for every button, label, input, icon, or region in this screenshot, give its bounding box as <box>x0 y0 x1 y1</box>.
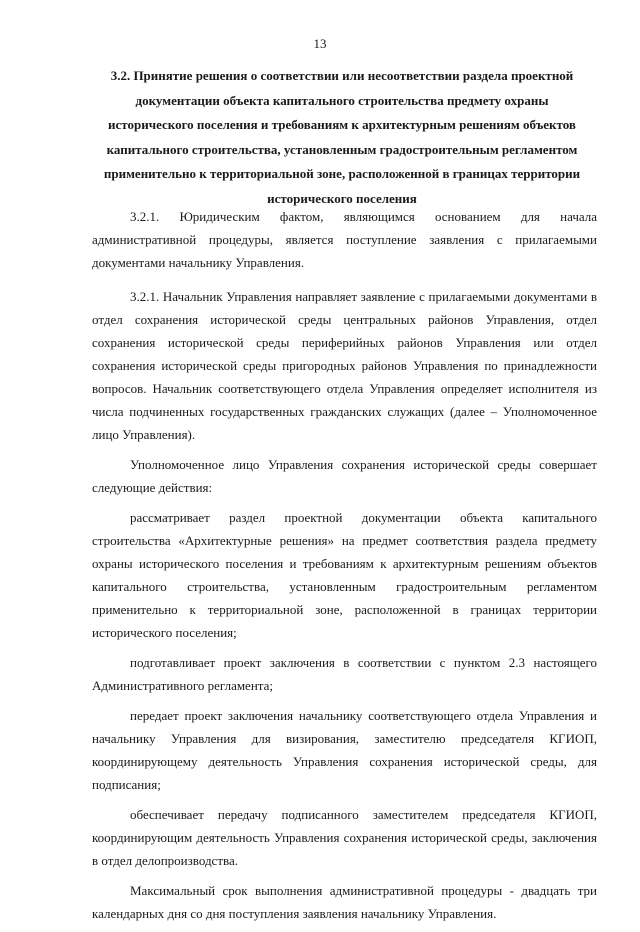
paragraph-assignment: 3.2.1. Начальник Управления направляет заявление с прилагаемыми документами в отдел сохранения исторической среды центральных районов Управления, отдел сохранения исторической среды периферийных районов Управления или отдел сохранения исторической среды пригородных районов Управления по принадлежности вопросов. Начальник соответствующего отдела Управления определяет исполнителя из числа подчиненных государственных гражданских служащих (далее – Уполномоченное лицо Управления). <box>92 289 597 442</box>
page-number: 13 <box>313 36 327 51</box>
paragraph-action-review: рассматривает раздел проектной документации объекта капитального строительства «Архитектурные решения» на предмет соответствия раздела предмету охраны исторического поселения и требованиям к архитектурным решениям объектов капитального строительства, установленным градостроительным регламентом применительно к территориальной зоне, расположенной в границах территории исторического поселения; <box>92 510 597 640</box>
paragraph-deadline: Максимальный срок выполнения административной процедуры - двадцать три календарных дня со дня поступления заявления начальнику Управления. <box>92 883 597 921</box>
paragraph-action-submit: передает проект заключения начальнику соответствующего отдела Управления и начальнику Управления для визирования, заместителю председателя КГИОП, координирующему деятельность Управления сохранения исторической среды, для подписания; <box>92 708 597 792</box>
paragraph-action-prepare: подготавливает проект заключения в соответствии с пунктом 2.3 настоящего Административного регламента; <box>92 655 597 693</box>
paragraph-legal-basis: 3.2.1. Юридическим фактом, являющимся основанием для начала административной процедуры, является поступление заявления с прилагаемыми документами начальнику Управления. <box>92 209 597 270</box>
section-body <box>92 205 597 932</box>
paragraph-action-transfer: обеспечивает передачу подписанного заместителем председателя КГИОП, координирующим деятельность Управления сохранения исторической среды, заключения в отдел делопроизводства. <box>92 807 597 868</box>
paragraph-actions-intro: Уполномоченное лицо Управления сохранения исторической среды совершает следующие действия: <box>92 457 597 495</box>
section-heading: 3.2. Принятие решения о соответствии или несоответствии раздела проектной документации объекта капитального строительства предмету охраны исторического поселения и требованиям к архитектурным решениям объектов капитального строительства, установленным градостроительным регламентом применительно к территориальной зоне, расположенной в границах территории исторического поселения <box>103 68 581 206</box>
